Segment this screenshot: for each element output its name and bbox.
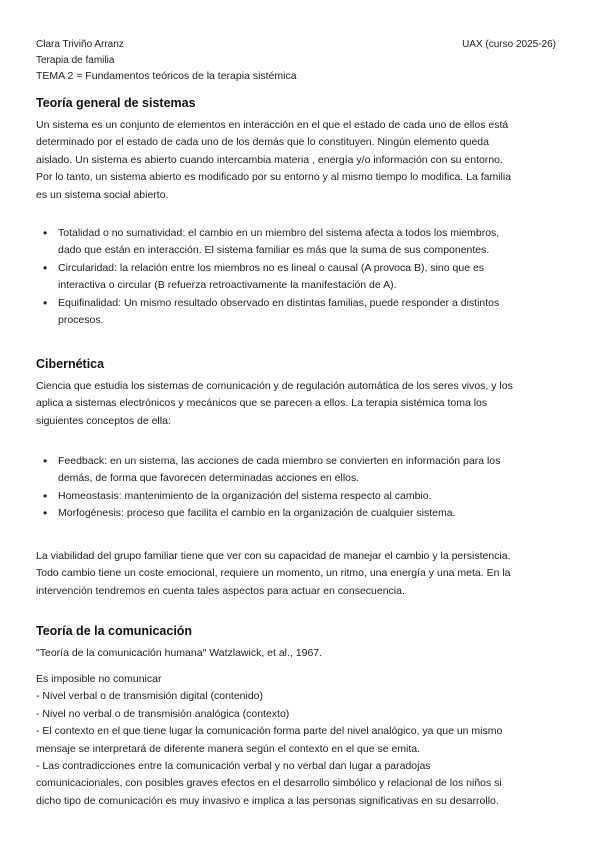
section1-bullet-list <box>36 225 556 329</box>
list-item: • Circularidad: la relación entre los miembros no es lineal o causal (A provoca B), sino que es interactiva o circular (B refuerza retroactivamente la manifestación de A). <box>43 260 485 292</box>
list-item: • Homeostasis: mantenimiento de la organización del sistema respecto al cambio. <box>36 488 556 505</box>
bullet-icon: • <box>43 226 48 240</box>
institution-label: UAX (curso 2025-26) <box>462 39 556 50</box>
list-item: • Morfogénesis: proceso que facilita el cambio en la organización de cualquier sistema. <box>36 505 556 522</box>
section2-paragraph: Ciencia que estudia los sistemas de comunicación y de regulación automática de los seres vivos, y los aplica a sistemas electrónicos y mecánicos que se parecen a ellos. La terapia sistémica toma los siguientes conceptos de ella: <box>36 380 513 427</box>
communication-citation: "Teoría de la comunicación humana" Watzlawick, et al., 1967. <box>36 647 323 659</box>
bullet-icon: • <box>43 260 48 275</box>
communication-lines: Es imposible no comunicar - Nivel verbal o de transmisión digital (contenido) - Nivel no verbal o de transmisión analógica (contexto) - El contexto en el que tiene lugar la comunicación forma parte del nivel analógico, ya que un mismo mensaje se interpretará de diferente manera según el contexto en el que se emita. - Las contradicciones entre la comunicación verbal y no verbal dan lugar a paradojas comunicacionales, con posibles graves efectos en el desarrollo simbólico y relacional de los niños si dicho tipo de comunicación es muy invasivo e implica a las personas significativas en su desarrollo. <box>36 673 503 807</box>
section-title-systems: Teoría general de sistemas <box>36 96 196 110</box>
bullet-icon: • <box>43 454 48 468</box>
section-title-communication: Teoría de la comunicación <box>36 624 193 638</box>
section2-bullet-list <box>36 453 556 523</box>
section-title-cybernetics: Cibernética <box>36 357 105 371</box>
list-item: • Totalidad o no sumatividad: el cambio en un miembro del sistema afecta a todos los miembros, dado que están en interacción. El sistema familiar es más que la suma de sus componentes. <box>43 226 500 257</box>
list-item: • Equifinalidad: Un mismo resultado observado en distintas familias, puede responder a distintos procesos. <box>43 295 500 327</box>
list-item: • Feedback: en un sistema, las acciones de cada miembro se convierten en información para los demás, de forma que favorecen determinadas acciones en ellos. <box>43 454 501 485</box>
author-name: Clara Triviño Arranz <box>36 39 124 50</box>
section2-closing-paragraph: La viabilidad del grupo familiar tiene que ver con su capacidad de manejar el cambio y la persistencia. Todo cambio tiene un coste emocional, requiere un momento, un ritmo, una energía y una meta. En la intervención tendremos en cuenta tales aspectos para actuar en consecuencia. <box>36 550 511 597</box>
subject-name: Terapia de familia <box>36 55 115 66</box>
bullet-icon: • <box>43 506 48 521</box>
bullet-icon: • <box>43 488 48 503</box>
section1-paragraph: Un sistema es un conjunto de elementos en interacción en el que el estado de cada uno de ellos está determinado por el estado de cada uno de los demás que lo constituyen. Ningún elemento queda aislado. Un sistema es abierto cuando intercambia materia , energía y/o información con su entorno. Por lo tanto, un sistema abierto es modificado por su entorno y al mismo tiempo lo modifica. La familia es un sistema social abierto. <box>36 119 512 201</box>
topic-title: TEMA 2 = Fundamentos teóricos de la terapia sistémica <box>36 70 297 82</box>
bullet-icon: • <box>43 295 48 310</box>
